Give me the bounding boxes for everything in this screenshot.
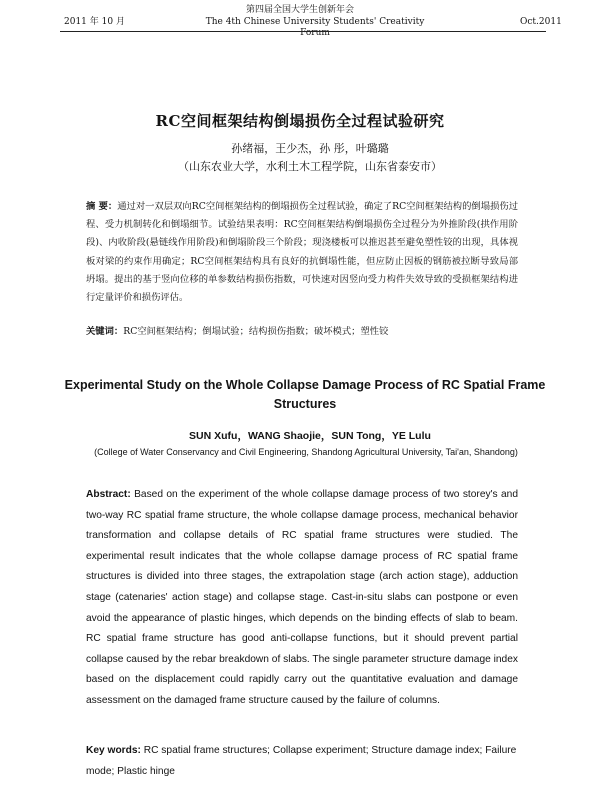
chinese-keywords-label: 关键词： — [86, 326, 124, 337]
chinese-authors: 孙绪福，王少杰，孙 彤，叶璐璐 — [231, 142, 389, 155]
chinese-affiliation: （山东农业大学，水利土木工程学院，山东省泰安市） — [178, 160, 442, 173]
english-title: Experimental Study on the Whole Collapse Damage Process of RC Spatial Frame Structures — [64, 378, 546, 411]
english-affiliation: (College of Water Conservancy and Civil Engineering, Shandong Agricultural University, Tai'an, Shandong) — [94, 447, 518, 457]
english-authors: SUN Xufu，WANG Shaojie，SUN Tong，YE Lulu — [189, 430, 431, 442]
english-abstract — [86, 485, 518, 712]
english-keywords-text: RC spatial frame structures; Collapse experiment; Structure damage index; Failure mode; Plastic hinge — [86, 745, 517, 777]
english-keywords-label: Key words: — [86, 745, 141, 756]
chinese-abstract — [86, 198, 518, 307]
chinese-title: RC空间框架结构倒塌损伤全过程试验研究 — [155, 112, 445, 130]
header-date-en: Oct.2011 — [520, 17, 562, 27]
chinese-keywords-text: RC空间框架结构；倒塌试验；结构损伤指数；破坏模式；塑性铰 — [123, 326, 389, 337]
header-date-cn: 2011 年 10 月 — [64, 17, 125, 27]
running-header-forum-cn: 第四届全国大学生创新年会 — [245, 5, 354, 15]
english-abstract-label: Abstract: — [86, 489, 131, 500]
header-forum-en: The 4th Chinese University Students' Creativity Forum — [205, 17, 425, 38]
chinese-abstract-text: 通过对一双层双向RC空间框架结构的倒塌损伤全过程试验，确定了RC空间框架结构的倒塌损伤过程、受力机制转化和倒塌细节。试验结果表明：RC空间框架结构倒塌损伤全过程分为外推阶段(拱作用阶段)、内收阶段(悬链线作用阶段)和倒塌阶段三个阶段；现浇楼板可以推迟甚至避免塑性铰的出现，具体视板对梁的约束作用确定；RC空间框架结构具有良好的抗倒塌性能，但应防止因板的钢筋被拉断导致局部坍塌。提出的基于竖向位移的单参数结构损伤指数，可快速对因竖向受力构件失效导致的受损框架结构进行定量评价和损伤评估。 — [86, 201, 518, 304]
chinese-keywords — [86, 324, 518, 340]
chinese-abstract-label: 摘 要： — [86, 201, 118, 212]
english-keywords — [86, 740, 518, 782]
english-abstract-text: Based on the experiment of the whole collapse damage process of two storey's and two-way RC spatial frame structure, the whole collapse damage process, mechanical behavior transformation and collapse details of RC spatial frame structures were studied. The experimental result indicates that the whole collapse damage process of RC spatial frame structures is divided into three stages, the extrapolation stage (arch action stage), adduction stage (catenaries' action stage) and collapse stage. Cast-in-situ slabs can postpone or even avoid the appearance of plastic hinges, which depends on the binding effects of slab to beam. RC spatial frame structure has good anti-collapse functions, but it should prevent partial collapse caused by the rebar breakdown of slabs. The single parameter structure damage index based on the displacement could rapidly carry out the quantitative evaluation and damage assessment on the damaged frame structure caused by the failure of columns. — [86, 489, 518, 706]
header-rule — [60, 31, 546, 32]
